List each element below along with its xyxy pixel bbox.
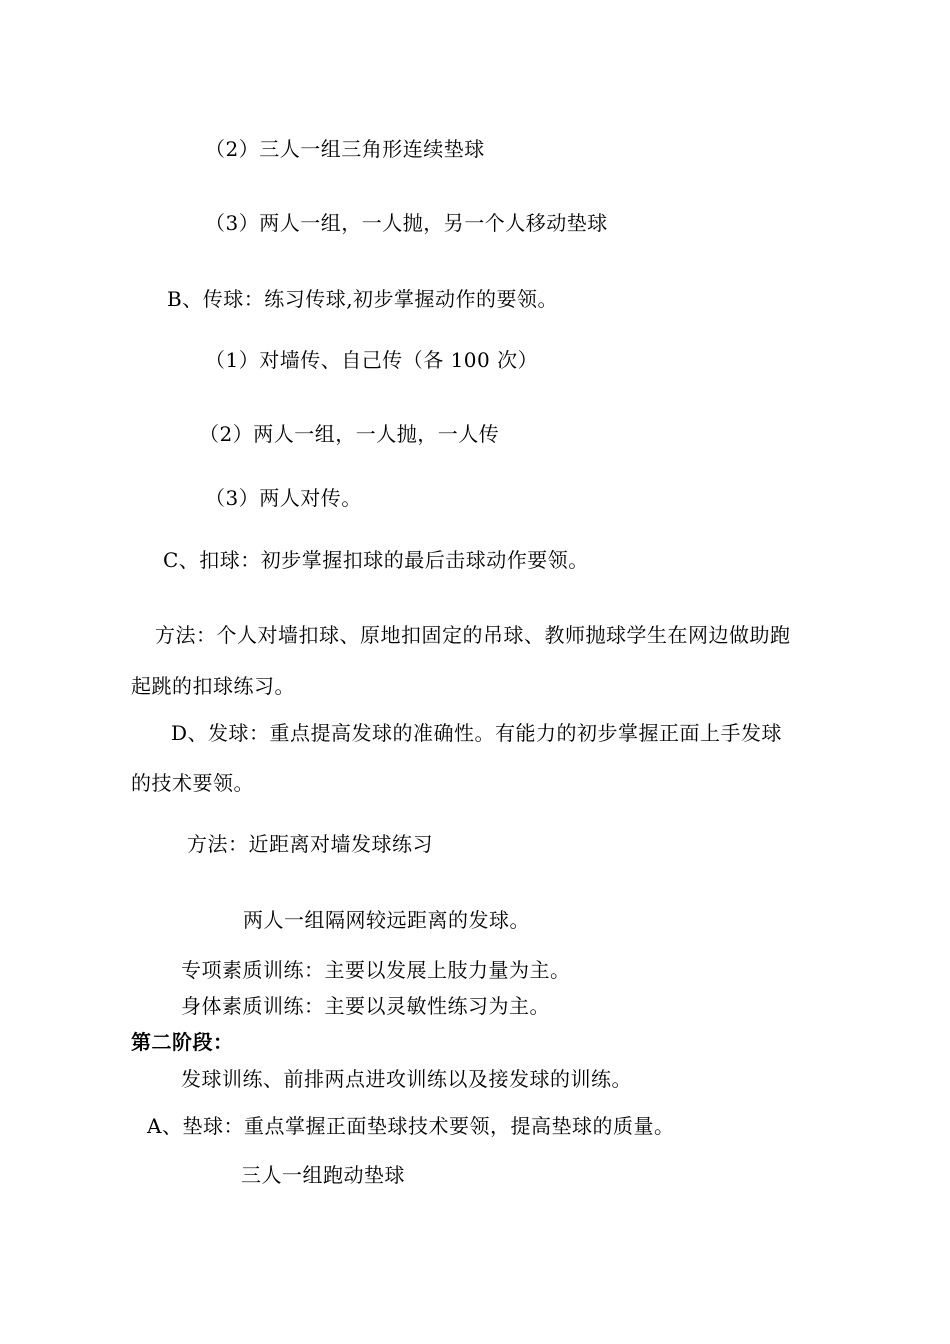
- text-line-section-b: B、传球：练习传球,初步掌握动作的要领。: [167, 287, 559, 311]
- text-line-running-pass: 三人一组跑动垫球: [241, 1163, 405, 1187]
- text-line-special-training: 专项素质训练：主要以发展上肢力量为主。: [181, 958, 571, 982]
- text-line-moving-pass: （3）两人一组，一人抛，另一个人移动垫球: [205, 211, 608, 235]
- text-line-net-serve: 两人一组隔网较远距离的发球。: [243, 908, 530, 932]
- text-line-section-c: C、扣球：初步掌握扣球的最后击球动作要领。: [163, 548, 589, 572]
- text-line-serve-method: 方法：近距离对墙发球练习: [187, 832, 433, 856]
- text-line-spike-method: 方法：个人对墙扣球、原地扣固定的吊球、教师抛球学生在网边做助跑: [155, 623, 791, 647]
- text-line-section-a: A、垫球：重点掌握正面垫球技术要领，提高垫球的质量。: [147, 1114, 675, 1138]
- text-line-physical-training: 身体素质训练：主要以灵敏性练习为主。: [181, 994, 550, 1018]
- text-line-section-d-cont: 的技术要领。: [131, 771, 254, 795]
- text-line-section-d: D、发球：重点提高发球的准确性。有能力的初步掌握正面上手发球: [171, 721, 783, 745]
- text-line-triangle-pass: （2）三人一组三角形连续垫球: [205, 137, 485, 161]
- text-line-wall-set: （1）对墙传、自己传（各 100 次）: [205, 348, 539, 372]
- text-line-pair-set: （3）两人对传。: [205, 486, 362, 510]
- text-line-spike-method-cont: 起跳的扣球练习。: [131, 674, 295, 698]
- text-line-stage-two-summary: 发球训练、前排两点进攻训练以及接发球的训练。: [181, 1067, 632, 1091]
- section-heading-stage-two: 第二阶段：: [131, 1030, 234, 1054]
- text-line-toss-set: （2）两人一组，一人抛，一人传: [199, 422, 500, 446]
